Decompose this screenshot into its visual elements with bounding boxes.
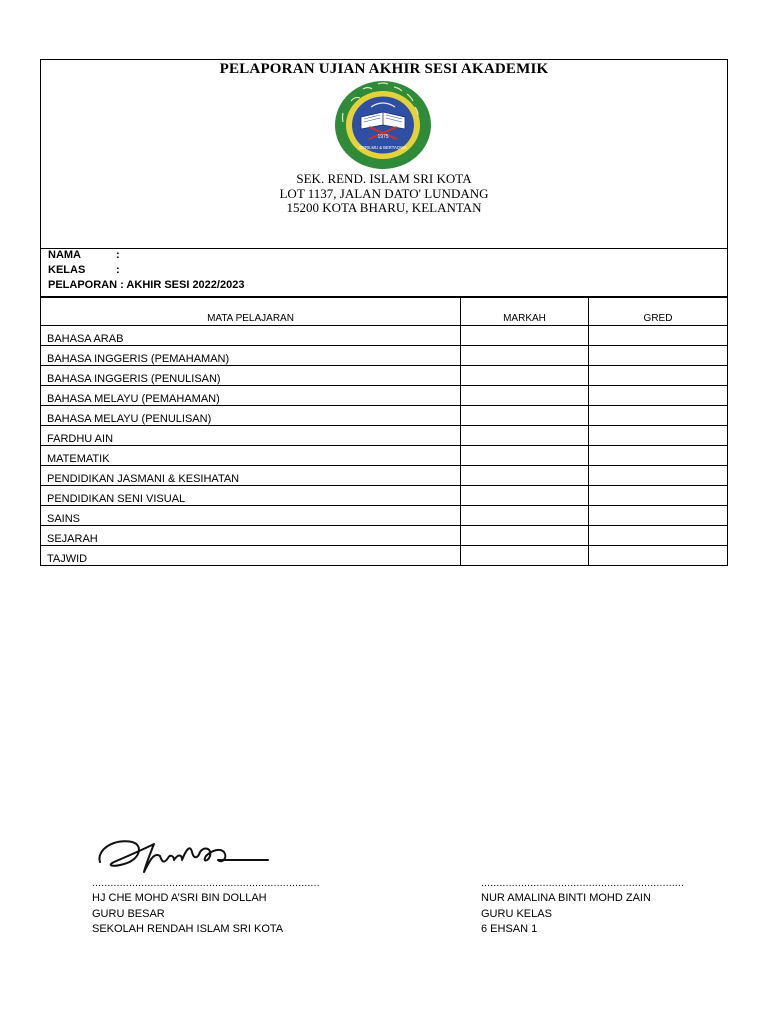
markah-cell (461, 546, 589, 566)
handwritten-signature-icon (94, 822, 270, 878)
table-row (41, 426, 727, 446)
subject-cell: BAHASA MELAYU (PENULISAN) (41, 406, 461, 426)
headmaster-org: SEKOLAH RENDAH ISLAM SRI KOTA (92, 923, 284, 935)
report-period: PELAPORAN : AKHIR SESI 2022/2023 (48, 279, 245, 291)
subject-cell: PENDIDIKAN SENI VISUAL (41, 486, 461, 506)
school-address (41, 172, 727, 216)
headmaster-name: HJ CHE MOHD A’SRI BIN DOLLAH (92, 892, 267, 904)
report-sheet (40, 59, 728, 566)
table-row (41, 366, 727, 386)
gred-cell (589, 526, 728, 546)
markah-cell (461, 526, 589, 546)
address-line-2: 15200 KOTA BHARU, KELANTAN (286, 200, 482, 215)
subject-cell: PENDIDIKAN JASMANI & KESIHATAN (41, 466, 461, 486)
gred-cell (589, 346, 728, 366)
table-row (41, 446, 727, 466)
headmaster-signature-block (92, 879, 320, 938)
subject-cell: BAHASA INGGERIS (PEMAHAMAN) (41, 346, 461, 366)
address-line-1: LOT 1137, JALAN DATO' LUNDANG (279, 185, 489, 201)
gred-cell (589, 426, 728, 446)
signature-line: .................................................................. (481, 879, 685, 889)
subject-cell: TAJWID (41, 546, 461, 566)
grades-table (41, 297, 727, 565)
crest-year: 1975 (377, 134, 389, 140)
class-teacher-role: GURU KELAS (481, 907, 552, 920)
table-row (41, 326, 727, 346)
subject-cell: BAHASA INGGERIS (PENULISAN) (41, 366, 461, 386)
gred-cell (589, 406, 728, 426)
table-row (41, 486, 727, 506)
crest-motto: BERILMU & BERTAQWA (359, 145, 407, 150)
student-info (41, 249, 727, 297)
markah-cell (461, 446, 589, 466)
gred-cell (589, 486, 728, 506)
subject-cell: MATEMATIK (41, 446, 461, 466)
name-label: NAMA (48, 249, 81, 261)
table-row (41, 506, 727, 526)
report-title: PELAPORAN UJIAN AKHIR SESI AKADEMIK (219, 61, 549, 77)
markah-cell (461, 366, 589, 386)
subject-cell: SEJARAH (41, 526, 461, 546)
grades-body (41, 326, 727, 566)
subject-cell: FARDHU AIN (41, 426, 461, 446)
table-header-row (41, 298, 727, 326)
header-markah: MARKAH (461, 298, 589, 326)
name-row (48, 249, 120, 261)
gred-cell (589, 546, 728, 566)
markah-cell (461, 426, 589, 446)
table-row (41, 386, 727, 406)
markah-cell (461, 466, 589, 486)
class-teacher-class: 6 EHSAN 1 (481, 923, 538, 935)
markah-cell (461, 406, 589, 426)
gred-cell (589, 466, 728, 486)
markah-cell (461, 506, 589, 526)
markah-cell (461, 386, 589, 406)
gred-cell (589, 366, 728, 386)
gred-cell (589, 446, 728, 466)
name-value: : (116, 249, 120, 261)
table-row (41, 466, 727, 486)
gred-cell (589, 326, 728, 346)
header-gred: GRED (589, 298, 728, 326)
subject-cell: SAINS (41, 506, 461, 526)
gred-cell (589, 386, 728, 406)
school-crest-icon (333, 79, 433, 171)
signature-line: .......................................................................... (92, 879, 320, 889)
subject-cell: BAHASA ARAB (41, 326, 461, 346)
table-row (41, 346, 727, 366)
markah-cell (461, 326, 589, 346)
class-teacher-signature-block (481, 879, 684, 938)
class-label: KELAS (48, 264, 86, 276)
gred-cell (589, 506, 728, 526)
class-teacher-name: NUR AMALINA BINTI MOHD ZAIN (481, 892, 651, 904)
subject-cell: BAHASA MELAYU (PEMAHAMAN) (41, 386, 461, 406)
class-row (48, 264, 120, 276)
table-row (41, 526, 727, 546)
markah-cell (461, 346, 589, 366)
class-value: : (116, 264, 120, 276)
report-header (41, 60, 727, 249)
table-row (41, 406, 727, 426)
school-name: SEK. REND. ISLAM SRI KOTA (296, 171, 472, 186)
markah-cell (461, 486, 589, 506)
headmaster-role: GURU BESAR (92, 907, 165, 920)
table-row (41, 546, 727, 566)
header-subject: MATA PELAJARAN (41, 298, 461, 326)
